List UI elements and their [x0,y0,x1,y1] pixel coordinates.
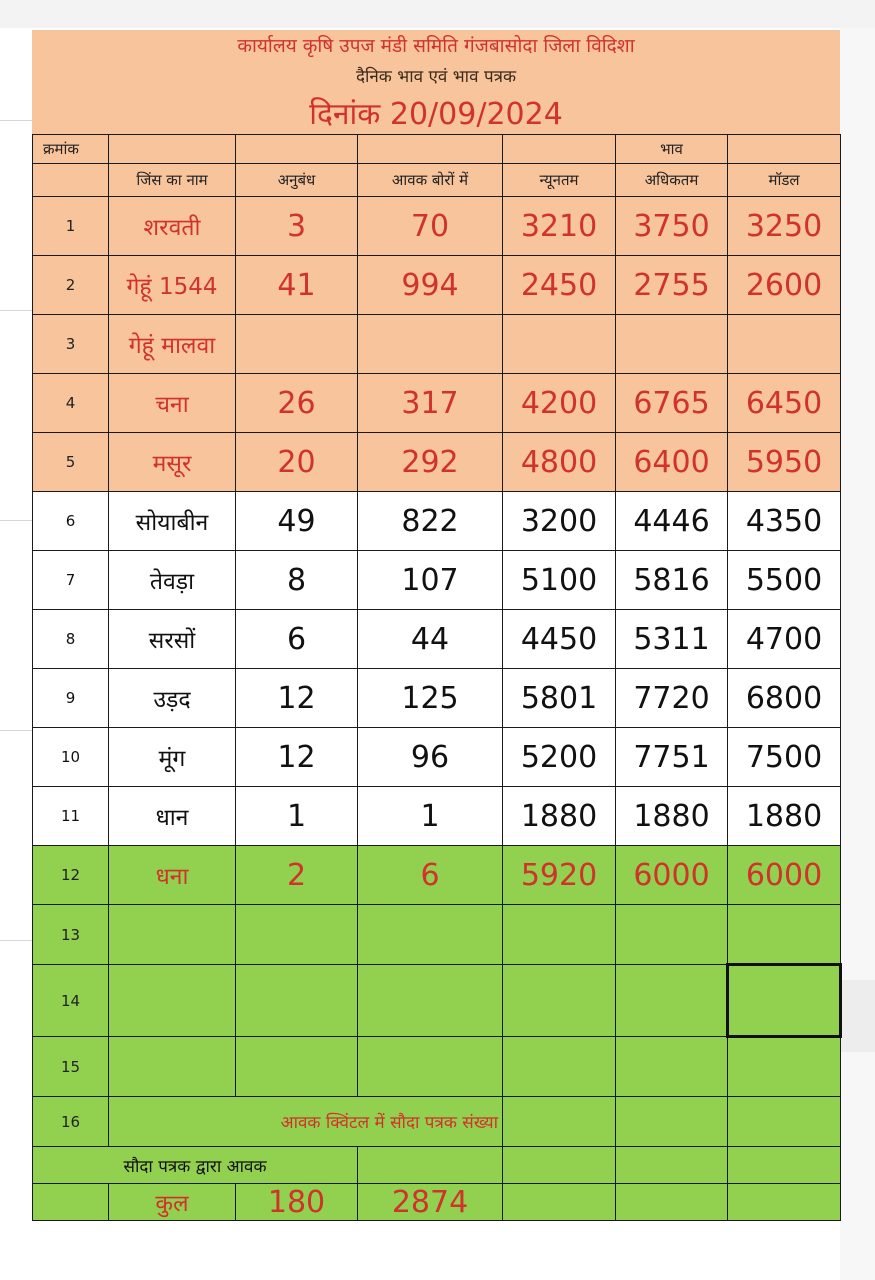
min-price: 5100 [503,551,616,610]
min-price: 3210 [503,197,616,256]
model-price: 5500 [728,551,841,610]
note-row [33,1097,841,1147]
commodity-name: तेवड़ा [109,551,236,610]
total-contracts: 180 [236,1184,358,1221]
sauda-label: सौदा पत्रक द्वारा आवक [33,1147,358,1184]
model-price: 1880 [728,787,841,846]
sheet-subtitle: दैनिक भाव एवं भाव पत्रक [355,67,517,87]
sheet-gridline [0,120,32,121]
model-price: 2600 [728,256,841,315]
arrival-bags-value: 6 [358,846,503,905]
max-price: 6000 [616,846,728,905]
min-price [503,1037,616,1097]
arrival-bags-value [358,905,503,965]
min-price: 3200 [503,492,616,551]
contracts-header: अनुबंध [236,164,358,197]
contracts-value [236,905,358,965]
table-row [33,256,841,315]
contracts-value: 12 [236,728,358,787]
row-serial: 5 [33,433,109,492]
arrival-bags-value: 70 [358,197,503,256]
commodity-name [109,965,236,1037]
arrival-note: आवक क्विंटल में सौदा पत्रक संख्या [109,1097,503,1147]
commodity-name: गेहूं मालवा [109,315,236,374]
empty-cell [33,1184,109,1221]
arrival-bags-value: 317 [358,374,503,433]
row-serial: 16 [33,1097,109,1147]
max-price: 2755 [616,256,728,315]
commodity-name: शरवती [109,197,236,256]
commodity-name: सोयाबीन [109,492,236,551]
commodity-name: सरसों [109,610,236,669]
table-row [33,551,841,610]
min-price: 4800 [503,433,616,492]
sheet-gridline [0,940,32,941]
empty-cell [616,1147,728,1184]
contracts-value: 26 [236,374,358,433]
max-price: 6765 [616,374,728,433]
contracts-value: 20 [236,433,358,492]
sheet-header [32,30,840,134]
model-price: 5950 [728,433,841,492]
max-price: 5816 [616,551,728,610]
table-row [33,965,841,1037]
table-row [33,492,841,551]
arrival-bags-value [358,965,503,1037]
row-serial: 13 [33,905,109,965]
top-bar [0,0,875,28]
empty-cell [616,1097,728,1147]
row-serial: 15 [33,1037,109,1097]
contracts-value: 49 [236,492,358,551]
header-row-1 [33,135,841,164]
row-serial: 2 [33,256,109,315]
row-serial: 1 [33,197,109,256]
table-row [33,315,841,374]
min-price: 5801 [503,669,616,728]
empty-cell [728,1184,841,1221]
max-price [616,905,728,965]
model-price: 4350 [728,492,841,551]
min-price: 5200 [503,728,616,787]
min-price [503,315,616,374]
model-price: 6450 [728,374,841,433]
empty-cell [728,1097,841,1147]
row-serial: 10 [33,728,109,787]
contracts-value: 41 [236,256,358,315]
commodity-name: धान [109,787,236,846]
row-serial: 6 [33,492,109,551]
model-price: 4700 [728,610,841,669]
commodity-name: मूंग [109,728,236,787]
empty-cell [358,1147,503,1184]
max-price: 5311 [616,610,728,669]
min-price [503,965,616,1037]
min-price: 2450 [503,256,616,315]
model-price [728,315,841,374]
price-group-header: भाव [616,135,728,164]
min-price [503,905,616,965]
contracts-value: 2 [236,846,358,905]
date-title: दिनांक 20/09/2024 [309,97,563,132]
arrival-bags-value: 1 [358,787,503,846]
row-serial: 4 [33,374,109,433]
contracts-value: 12 [236,669,358,728]
contracts-value: 8 [236,551,358,610]
empty-cell [616,1184,728,1221]
total-row [33,1184,841,1221]
model-header: मॉडल [728,164,841,197]
contracts-value [236,965,358,1037]
max-price: 4446 [616,492,728,551]
model-price: 6000 [728,846,841,905]
table-row [33,1037,841,1097]
empty-cell [503,1184,616,1221]
min-price: 4450 [503,610,616,669]
table-row [33,610,841,669]
min-price: 5920 [503,846,616,905]
commodity-name: धना [109,846,236,905]
model-price: 7500 [728,728,841,787]
office-title: कार्यालय कृषि उपज मंडी समिति गंजबासोदा जिला विदिशा [237,35,635,57]
max-price: 7720 [616,669,728,728]
min-header: न्यूनतम [503,164,616,197]
model-price [728,1037,841,1097]
max-price: 7751 [616,728,728,787]
row-serial: 11 [33,787,109,846]
row-serial: 9 [33,669,109,728]
total-bags: 2874 [358,1184,503,1221]
right-margin [840,28,875,1280]
arrival-bags-value: 822 [358,492,503,551]
table-row [33,787,841,846]
price-table [32,134,842,1221]
max-price [616,315,728,374]
model-price: 3250 [728,197,841,256]
table-row [33,846,841,905]
header-cell [33,164,109,197]
max-price: 1880 [616,787,728,846]
commodity-name: चना [109,374,236,433]
empty-cell [728,1147,841,1184]
header-cell [728,135,841,164]
max-price: 6400 [616,433,728,492]
header-cell [503,135,616,164]
header-cell [358,135,503,164]
sheet-gridline [0,730,32,731]
contracts-value [236,315,358,374]
header-cell [109,135,236,164]
contracts-value [236,1037,358,1097]
row-serial: 7 [33,551,109,610]
right-margin-box [840,980,875,1052]
commodity-header: जिंस का नाम [109,164,236,197]
commodity-name [109,1037,236,1097]
empty-cell [503,1147,616,1184]
arrival-bags-value [358,315,503,374]
commodity-name [109,905,236,965]
arrival-bags-value: 107 [358,551,503,610]
table-row [33,669,841,728]
min-price: 4200 [503,374,616,433]
row-serial: 3 [33,315,109,374]
arrival-bags-value: 44 [358,610,503,669]
max-header: अधिकतम [616,164,728,197]
arrival-bags-value: 96 [358,728,503,787]
empty-cell [503,1097,616,1147]
max-price [616,1037,728,1097]
commodity-name: उड़द [109,669,236,728]
table-row [33,374,841,433]
row-serial: 14 [33,965,109,1037]
total-label: कुल [109,1184,236,1221]
model-price [728,965,841,1037]
arrival-bags-value: 125 [358,669,503,728]
arrival-bags-value: 292 [358,433,503,492]
model-price [728,905,841,965]
commodity-name: गेहूं 1544 [109,256,236,315]
max-price [616,965,728,1037]
table-row [33,728,841,787]
contracts-value: 6 [236,610,358,669]
min-price: 1880 [503,787,616,846]
header-cell [236,135,358,164]
table-row [33,433,841,492]
arrival-bags-value [358,1037,503,1097]
contracts-value: 1 [236,787,358,846]
contracts-value: 3 [236,197,358,256]
row-serial: 12 [33,846,109,905]
sheet-gridline [0,520,32,521]
serial-header: क्रमांक [33,135,109,164]
commodity-name: मसूर [109,433,236,492]
model-price: 6800 [728,669,841,728]
sauda-row [33,1147,841,1184]
arrival-bags-header: आवक बोरों में [358,164,503,197]
header-row-2 [33,164,841,197]
table-row [33,905,841,965]
table-row [33,197,841,256]
row-serial: 8 [33,610,109,669]
sheet-gridline [0,310,32,311]
max-price: 3750 [616,197,728,256]
arrival-bags-value: 994 [358,256,503,315]
